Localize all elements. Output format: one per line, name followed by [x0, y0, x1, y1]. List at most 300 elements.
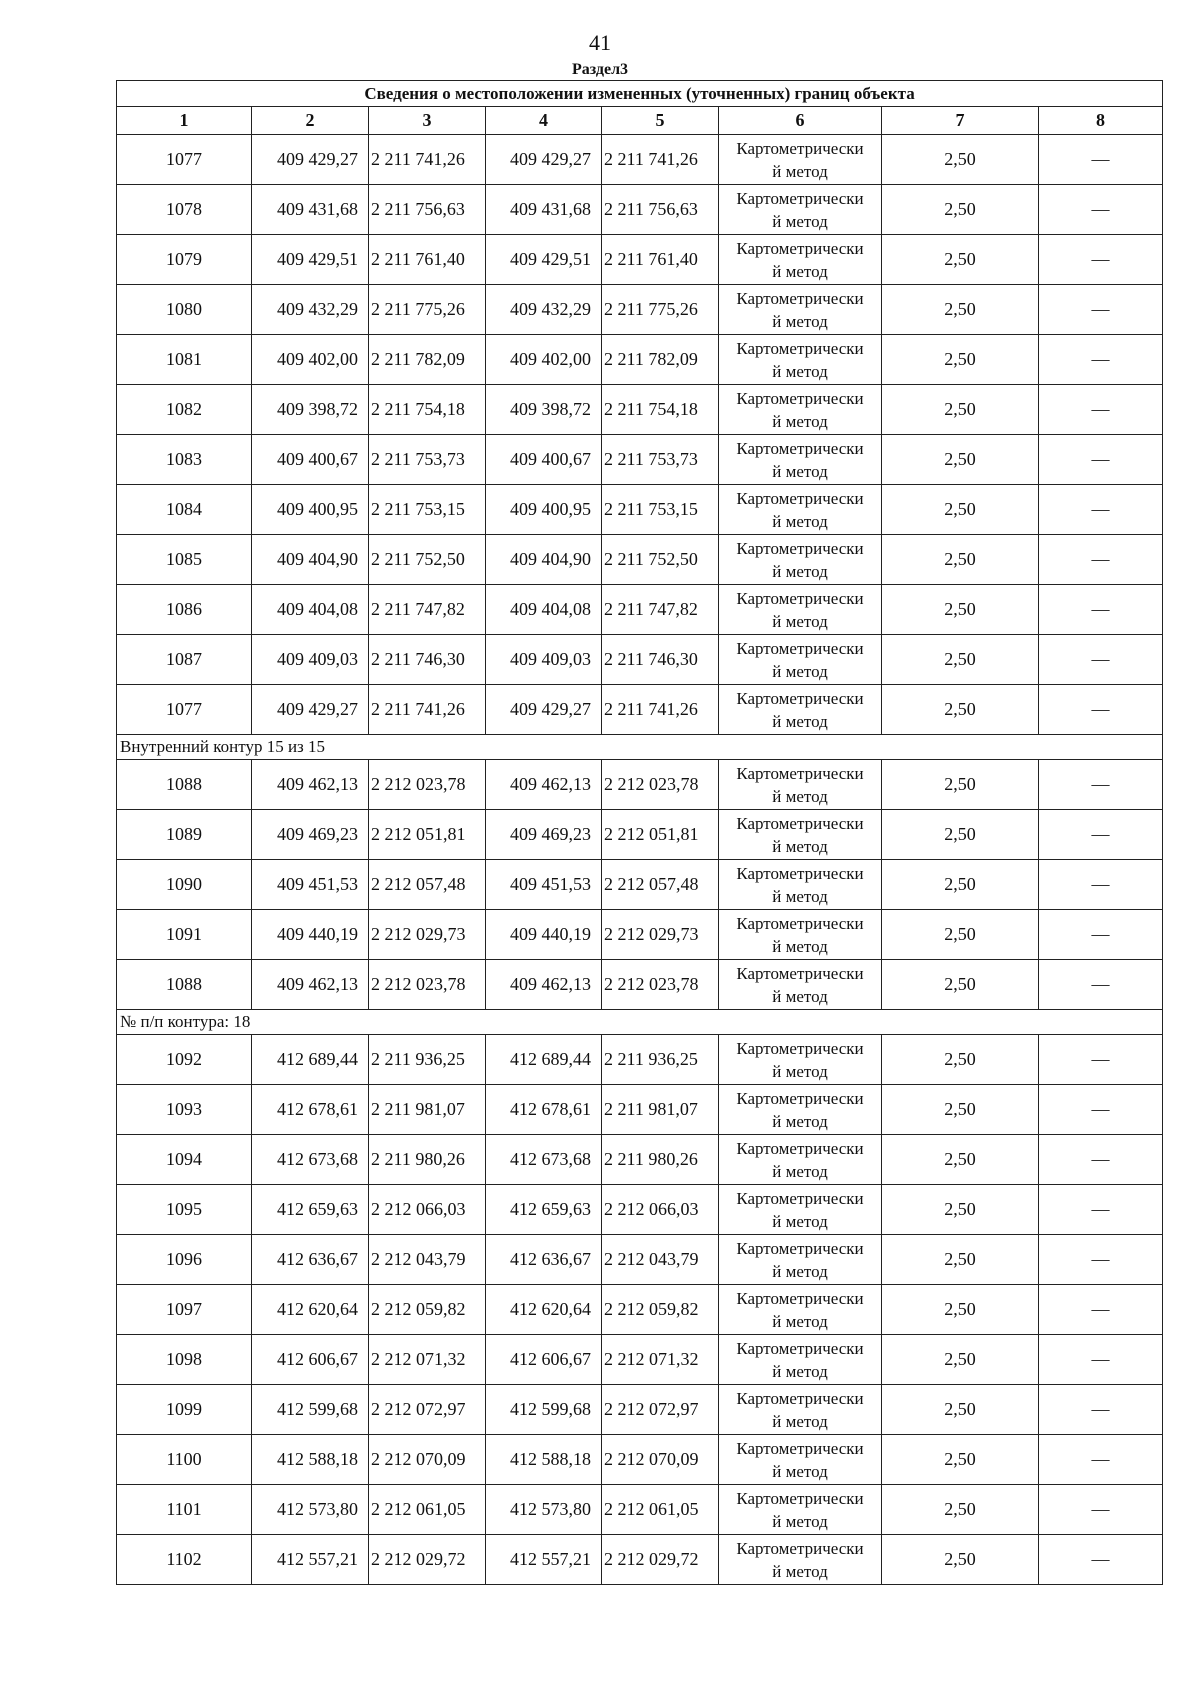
- coord-y-old: 2 211 753,15: [369, 485, 486, 535]
- coord-x-old: 409 429,51: [252, 235, 369, 285]
- coord-y-old: 2 212 071,32: [369, 1335, 486, 1385]
- point-number: 1085: [117, 535, 252, 585]
- coord-y-new: 2 212 043,79: [602, 1235, 719, 1285]
- table-row: [117, 1035, 1163, 1085]
- column-number: 2: [252, 107, 369, 135]
- method-line-2: й метод: [772, 886, 828, 906]
- method-cell: [719, 760, 882, 810]
- table-row: [117, 1385, 1163, 1435]
- accuracy-value: 2,50: [882, 135, 1039, 185]
- accuracy-value: 2,50: [882, 285, 1039, 335]
- point-number: 1081: [117, 335, 252, 385]
- table-row: [117, 910, 1163, 960]
- contour-heading-row: [117, 1010, 1163, 1035]
- method-cell: [719, 435, 882, 485]
- coord-y-old: 2 212 070,09: [369, 1435, 486, 1485]
- coord-x-new: 409 462,13: [486, 760, 602, 810]
- coord-x-old: 409 462,13: [252, 760, 369, 810]
- description-value: —: [1039, 485, 1163, 535]
- table-row: [117, 1485, 1163, 1535]
- description-value: —: [1039, 1085, 1163, 1135]
- method-line-2: й метод: [772, 1161, 828, 1181]
- table-row: [117, 135, 1163, 185]
- coord-y-new: 2 211 752,50: [602, 535, 719, 585]
- accuracy-value: 2,50: [882, 1535, 1039, 1585]
- coord-y-new: 2 212 072,97: [602, 1385, 719, 1435]
- table-row: [117, 1535, 1163, 1585]
- accuracy-value: 2,50: [882, 760, 1039, 810]
- point-number: 1101: [117, 1485, 252, 1535]
- coord-x-old: 412 588,18: [252, 1435, 369, 1485]
- point-number: 1096: [117, 1235, 252, 1285]
- coord-y-old: 2 211 752,50: [369, 535, 486, 585]
- point-number: 1079: [117, 235, 252, 285]
- description-value: —: [1039, 1235, 1163, 1285]
- method-cell: [719, 1535, 882, 1585]
- coord-x-old: 412 573,80: [252, 1485, 369, 1535]
- coord-x-old: 412 599,68: [252, 1385, 369, 1435]
- method-cell: [719, 535, 882, 585]
- column-number: 7: [882, 107, 1039, 135]
- point-number: 1097: [117, 1285, 252, 1335]
- table-row: [117, 1285, 1163, 1335]
- point-number: 1094: [117, 1135, 252, 1185]
- accuracy-value: 2,50: [882, 810, 1039, 860]
- coord-y-old: 2 211 754,18: [369, 385, 486, 435]
- method-line-1: Картометрически: [736, 1538, 864, 1558]
- table-row: [117, 1435, 1163, 1485]
- coord-y-old: 2 212 023,78: [369, 960, 486, 1010]
- coord-x-new: 409 402,00: [486, 335, 602, 385]
- method-line-1: Картометрически: [736, 1488, 864, 1508]
- method-line-1: Картометрически: [736, 288, 864, 308]
- coord-x-new: 412 636,67: [486, 1235, 602, 1285]
- coord-x-new: 412 557,21: [486, 1535, 602, 1585]
- coord-x-new: 409 409,03: [486, 635, 602, 685]
- coord-y-old: 2 211 782,09: [369, 335, 486, 385]
- method-cell: [719, 1335, 882, 1385]
- accuracy-value: 2,50: [882, 1435, 1039, 1485]
- method-cell: [719, 1385, 882, 1435]
- column-number: 6: [719, 107, 882, 135]
- method-cell: [719, 960, 882, 1010]
- coord-x-old: 412 689,44: [252, 1035, 369, 1085]
- coord-y-new: 2 211 782,09: [602, 335, 719, 385]
- coord-x-old: 412 678,61: [252, 1085, 369, 1135]
- coord-y-new: 2 212 057,48: [602, 860, 719, 910]
- coord-y-new: 2 211 747,82: [602, 585, 719, 635]
- table-row: [117, 760, 1163, 810]
- coord-y-new: 2 211 980,26: [602, 1135, 719, 1185]
- coord-x-old: 412 557,21: [252, 1535, 369, 1585]
- method-cell: [719, 285, 882, 335]
- method-line-1: Картометрически: [736, 138, 864, 158]
- method-cell: [719, 685, 882, 735]
- method-line-2: й метод: [772, 211, 828, 231]
- coord-y-new: 2 212 029,73: [602, 910, 719, 960]
- description-value: —: [1039, 1185, 1163, 1235]
- method-line-2: й метод: [772, 1261, 828, 1281]
- method-line-2: й метод: [772, 1361, 828, 1381]
- method-line-1: Картометрически: [736, 913, 864, 933]
- point-number: 1091: [117, 910, 252, 960]
- coord-y-old: 2 212 043,79: [369, 1235, 486, 1285]
- accuracy-value: 2,50: [882, 860, 1039, 910]
- coord-y-old: 2 211 761,40: [369, 235, 486, 285]
- point-number: 1102: [117, 1535, 252, 1585]
- method-line-2: й метод: [772, 361, 828, 381]
- coord-x-new: 412 573,80: [486, 1485, 602, 1535]
- method-cell: [719, 810, 882, 860]
- table-row: [117, 1335, 1163, 1385]
- method-line-1: Картометрически: [736, 338, 864, 358]
- coord-x-old: 409 402,00: [252, 335, 369, 385]
- method-cell: [719, 335, 882, 385]
- coord-x-new: 409 429,27: [486, 685, 602, 735]
- description-value: —: [1039, 135, 1163, 185]
- method-line-2: й метод: [772, 711, 828, 731]
- coord-y-new: 2 212 023,78: [602, 960, 719, 1010]
- column-number: 1: [117, 107, 252, 135]
- point-number: 1077: [117, 685, 252, 735]
- coord-x-new: 412 599,68: [486, 1385, 602, 1435]
- table-row: [117, 435, 1163, 485]
- description-value: —: [1039, 1485, 1163, 1535]
- method-line-1: Картометрически: [736, 963, 864, 983]
- coord-x-old: 412 636,67: [252, 1235, 369, 1285]
- method-line-1: Картометрически: [736, 638, 864, 658]
- point-number: 1077: [117, 135, 252, 185]
- accuracy-value: 2,50: [882, 685, 1039, 735]
- coord-x-old: 409 431,68: [252, 185, 369, 235]
- method-line-1: Картометрически: [736, 538, 864, 558]
- coord-x-old: 409 398,72: [252, 385, 369, 435]
- coord-y-old: 2 211 741,26: [369, 135, 486, 185]
- coord-x-old: 412 673,68: [252, 1135, 369, 1185]
- table-caption: Сведения о местоположении измененных (уточненных) границ объекта: [117, 81, 1163, 107]
- accuracy-value: 2,50: [882, 435, 1039, 485]
- method-line-2: й метод: [772, 936, 828, 956]
- description-value: —: [1039, 860, 1163, 910]
- method-line-2: й метод: [772, 461, 828, 481]
- method-line-1: Картометрически: [736, 1288, 864, 1308]
- method-line-2: й метод: [772, 611, 828, 631]
- coord-y-old: 2 212 072,97: [369, 1385, 486, 1435]
- table-row: [117, 185, 1163, 235]
- description-value: —: [1039, 1385, 1163, 1435]
- accuracy-value: 2,50: [882, 910, 1039, 960]
- method-cell: [719, 485, 882, 535]
- method-line-2: й метод: [772, 986, 828, 1006]
- coord-y-new: 2 212 066,03: [602, 1185, 719, 1235]
- coord-x-old: 409 432,29: [252, 285, 369, 335]
- accuracy-value: 2,50: [882, 1035, 1039, 1085]
- coord-x-new: 412 673,68: [486, 1135, 602, 1185]
- point-number: 1100: [117, 1435, 252, 1485]
- point-number: 1083: [117, 435, 252, 485]
- coord-x-old: 409 440,19: [252, 910, 369, 960]
- method-cell: [719, 185, 882, 235]
- coord-y-new: 2 212 071,32: [602, 1335, 719, 1385]
- method-line-1: Картометрически: [736, 1088, 864, 1108]
- coord-y-old: 2 211 936,25: [369, 1035, 486, 1085]
- accuracy-value: 2,50: [882, 960, 1039, 1010]
- coord-y-old: 2 211 741,26: [369, 685, 486, 735]
- method-cell: [719, 1085, 882, 1135]
- coord-x-new: 409 462,13: [486, 960, 602, 1010]
- coord-x-new: 412 620,64: [486, 1285, 602, 1335]
- description-value: —: [1039, 435, 1163, 485]
- column-number: 4: [486, 107, 602, 135]
- point-number: 1092: [117, 1035, 252, 1085]
- method-line-1: Картометрически: [736, 1188, 864, 1208]
- accuracy-value: 2,50: [882, 1135, 1039, 1185]
- coord-x-old: 412 606,67: [252, 1335, 369, 1385]
- coord-y-old: 2 211 756,63: [369, 185, 486, 235]
- method-line-2: й метод: [772, 411, 828, 431]
- coord-y-new: 2 211 981,07: [602, 1085, 719, 1135]
- point-number: 1088: [117, 960, 252, 1010]
- description-value: —: [1039, 1435, 1163, 1485]
- coord-y-new: 2 211 746,30: [602, 635, 719, 685]
- description-value: —: [1039, 1535, 1163, 1585]
- contour-heading: № п/п контура: 18: [117, 1010, 1163, 1035]
- coord-x-new: 409 429,51: [486, 235, 602, 285]
- coord-x-old: 409 404,90: [252, 535, 369, 585]
- accuracy-value: 2,50: [882, 1085, 1039, 1135]
- method-line-2: й метод: [772, 661, 828, 681]
- accuracy-value: 2,50: [882, 1485, 1039, 1535]
- coord-x-new: 409 432,29: [486, 285, 602, 335]
- method-cell: [719, 860, 882, 910]
- method-line-2: й метод: [772, 1561, 828, 1581]
- method-cell: [719, 1035, 882, 1085]
- method-cell: [719, 585, 882, 635]
- method-cell: [719, 235, 882, 285]
- description-value: —: [1039, 535, 1163, 585]
- table-row: [117, 1235, 1163, 1285]
- coord-y-new: 2 212 029,72: [602, 1535, 719, 1585]
- coord-x-new: 409 404,90: [486, 535, 602, 585]
- description-value: —: [1039, 760, 1163, 810]
- coord-y-new: 2 212 059,82: [602, 1285, 719, 1335]
- accuracy-value: 2,50: [882, 385, 1039, 435]
- point-number: 1078: [117, 185, 252, 235]
- coord-y-old: 2 212 061,05: [369, 1485, 486, 1535]
- method-line-1: Картометрически: [736, 238, 864, 258]
- table-row: [117, 485, 1163, 535]
- point-number: 1082: [117, 385, 252, 435]
- contour-heading: Внутренний контур 15 из 15: [117, 735, 1163, 760]
- method-line-1: Картометрически: [736, 188, 864, 208]
- coord-y-old: 2 212 023,78: [369, 760, 486, 810]
- contour-heading-row: [117, 735, 1163, 760]
- coord-y-new: 2 211 756,63: [602, 185, 719, 235]
- method-line-1: Картометрически: [736, 688, 864, 708]
- method-line-2: й метод: [772, 1461, 828, 1481]
- table-row: [117, 960, 1163, 1010]
- coord-x-new: 409 400,95: [486, 485, 602, 535]
- method-cell: [719, 385, 882, 435]
- description-value: —: [1039, 910, 1163, 960]
- method-line-1: Картометрически: [736, 588, 864, 608]
- coordinates-table: [116, 80, 1163, 1585]
- accuracy-value: 2,50: [882, 485, 1039, 535]
- coord-y-new: 2 212 023,78: [602, 760, 719, 810]
- coord-y-old: 2 212 066,03: [369, 1185, 486, 1235]
- method-cell: [719, 1135, 882, 1185]
- column-number-row: [117, 107, 1163, 135]
- coord-y-new: 2 211 741,26: [602, 685, 719, 735]
- coord-y-new: 2 211 754,18: [602, 385, 719, 435]
- column-number: 8: [1039, 107, 1163, 135]
- method-line-1: Картометрически: [736, 1238, 864, 1258]
- accuracy-value: 2,50: [882, 1285, 1039, 1335]
- description-value: —: [1039, 1035, 1163, 1085]
- point-number: 1098: [117, 1335, 252, 1385]
- description-value: —: [1039, 685, 1163, 735]
- coord-x-new: 409 451,53: [486, 860, 602, 910]
- point-number: 1093: [117, 1085, 252, 1135]
- accuracy-value: 2,50: [882, 535, 1039, 585]
- coord-x-new: 412 659,63: [486, 1185, 602, 1235]
- description-value: —: [1039, 385, 1163, 435]
- coord-x-new: 409 469,23: [486, 810, 602, 860]
- coord-y-old: 2 212 059,82: [369, 1285, 486, 1335]
- description-value: —: [1039, 1285, 1163, 1335]
- accuracy-value: 2,50: [882, 235, 1039, 285]
- method-cell: [719, 910, 882, 960]
- coord-y-new: 2 212 061,05: [602, 1485, 719, 1535]
- method-cell: [719, 1435, 882, 1485]
- description-value: —: [1039, 235, 1163, 285]
- coord-y-old: 2 211 746,30: [369, 635, 486, 685]
- point-number: 1087: [117, 635, 252, 685]
- point-number: 1086: [117, 585, 252, 635]
- coord-y-old: 2 211 747,82: [369, 585, 486, 635]
- description-value: —: [1039, 1335, 1163, 1385]
- column-number: 5: [602, 107, 719, 135]
- accuracy-value: 2,50: [882, 1235, 1039, 1285]
- method-cell: [719, 1185, 882, 1235]
- method-line-2: й метод: [772, 1411, 828, 1431]
- method-cell: [719, 1235, 882, 1285]
- coord-y-old: 2 211 753,73: [369, 435, 486, 485]
- method-line-1: Картометрически: [736, 1038, 864, 1058]
- section-title: Раздел3: [571, 61, 629, 78]
- coord-y-old: 2 211 980,26: [369, 1135, 486, 1185]
- page-number: 41: [589, 30, 611, 55]
- method-line-1: Картометрически: [736, 763, 864, 783]
- coord-x-new: 412 588,18: [486, 1435, 602, 1485]
- coord-x-old: 409 400,67: [252, 435, 369, 485]
- table-row: [117, 1185, 1163, 1235]
- coord-x-old: 409 429,27: [252, 685, 369, 735]
- description-value: —: [1039, 1135, 1163, 1185]
- method-cell: [719, 635, 882, 685]
- coord-y-new: 2 211 936,25: [602, 1035, 719, 1085]
- coord-y-new: 2 212 051,81: [602, 810, 719, 860]
- accuracy-value: 2,50: [882, 335, 1039, 385]
- method-line-2: й метод: [772, 561, 828, 581]
- coord-x-old: 409 451,53: [252, 860, 369, 910]
- method-line-2: й метод: [772, 311, 828, 331]
- description-value: —: [1039, 285, 1163, 335]
- method-line-2: й метод: [772, 1061, 828, 1081]
- description-value: —: [1039, 960, 1163, 1010]
- coord-y-new: 2 211 741,26: [602, 135, 719, 185]
- coord-y-new: 2 212 070,09: [602, 1435, 719, 1485]
- table-row: [117, 535, 1163, 585]
- coord-y-old: 2 211 775,26: [369, 285, 486, 335]
- method-line-2: й метод: [772, 1311, 828, 1331]
- accuracy-value: 2,50: [882, 1385, 1039, 1435]
- coord-x-new: 409 398,72: [486, 385, 602, 435]
- accuracy-value: 2,50: [882, 185, 1039, 235]
- description-value: —: [1039, 185, 1163, 235]
- method-line-1: Картометрически: [736, 1388, 864, 1408]
- table-row: [117, 635, 1163, 685]
- table-row: [117, 385, 1163, 435]
- accuracy-value: 2,50: [882, 635, 1039, 685]
- coord-x-new: 409 431,68: [486, 185, 602, 235]
- method-line-1: Картометрически: [736, 438, 864, 458]
- method-line-1: Картометрически: [736, 1338, 864, 1358]
- table-row: [117, 1085, 1163, 1135]
- coord-y-old: 2 211 981,07: [369, 1085, 486, 1135]
- point-number: 1090: [117, 860, 252, 910]
- point-number: 1080: [117, 285, 252, 335]
- method-line-1: Картометрически: [736, 388, 864, 408]
- table-row: [117, 1135, 1163, 1185]
- coord-x-old: 412 659,63: [252, 1185, 369, 1235]
- coord-x-old: 409 409,03: [252, 635, 369, 685]
- method-cell: [719, 1485, 882, 1535]
- coord-y-old: 2 212 029,72: [369, 1535, 486, 1585]
- point-number: 1089: [117, 810, 252, 860]
- coord-y-old: 2 212 029,73: [369, 910, 486, 960]
- method-cell: [719, 135, 882, 185]
- coord-x-new: 412 689,44: [486, 1035, 602, 1085]
- coord-x-new: 409 429,27: [486, 135, 602, 185]
- accuracy-value: 2,50: [882, 1185, 1039, 1235]
- coord-x-new: 409 400,67: [486, 435, 602, 485]
- table-row: [117, 685, 1163, 735]
- table-caption-row: [117, 81, 1163, 107]
- coord-y-new: 2 211 753,15: [602, 485, 719, 535]
- description-value: —: [1039, 585, 1163, 635]
- method-line-2: й метод: [772, 161, 828, 181]
- coord-x-old: 409 429,27: [252, 135, 369, 185]
- method-line-2: й метод: [772, 261, 828, 281]
- accuracy-value: 2,50: [882, 1335, 1039, 1385]
- method-line-2: й метод: [772, 1111, 828, 1131]
- table-row: [117, 235, 1163, 285]
- table-row: [117, 585, 1163, 635]
- method-line-1: Картометрически: [736, 488, 864, 508]
- table-row: [117, 335, 1163, 385]
- description-value: —: [1039, 810, 1163, 860]
- coord-x-old: 409 404,08: [252, 585, 369, 635]
- method-line-1: Картометрически: [736, 1438, 864, 1458]
- method-line-1: Картометрически: [736, 813, 864, 833]
- accuracy-value: 2,50: [882, 585, 1039, 635]
- coord-y-new: 2 211 753,73: [602, 435, 719, 485]
- coord-y-new: 2 211 761,40: [602, 235, 719, 285]
- method-line-1: Картометрически: [736, 863, 864, 883]
- table-row: [117, 860, 1163, 910]
- method-line-2: й метод: [772, 786, 828, 806]
